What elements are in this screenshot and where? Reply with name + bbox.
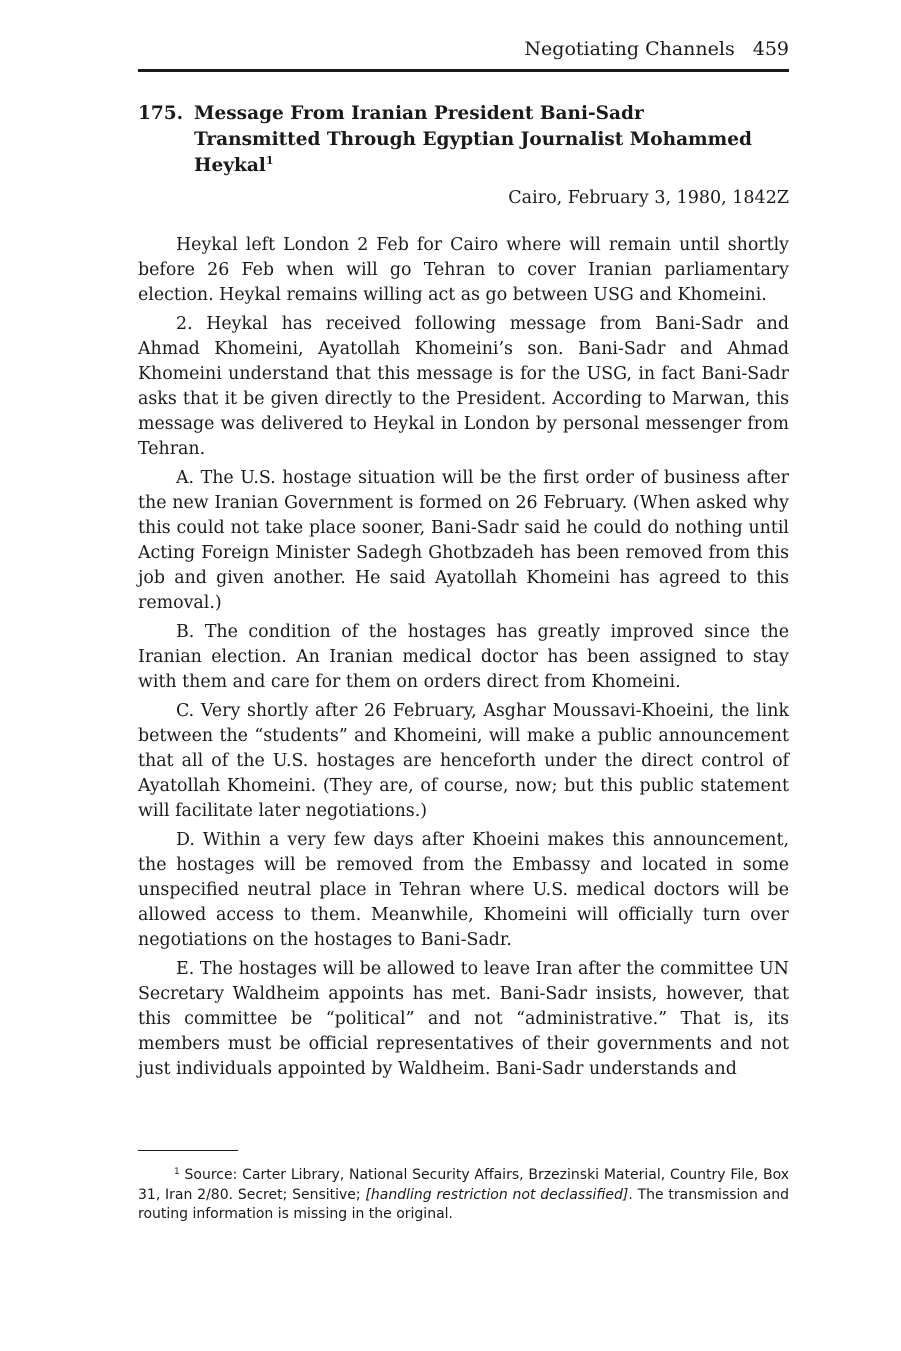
document-title-text: Message From Iranian President Bani-Sadr Transmitted Through Egyptian Journalist Mohammed Heykal (194, 103, 752, 176)
footnote (138, 1166, 789, 1225)
footnote-marker: 1 (174, 1167, 180, 1177)
paragraph-b: B. The condition of the hostages has greatly improved since the Iranian election. An Iranian medical doctor has been assigned to stay with them and care for them on orders direct from Khomeini. (138, 622, 789, 692)
running-head-title: Negotiating Channels (524, 38, 735, 60)
footnote-restriction: [handling restriction not declassified] (365, 1186, 629, 1203)
running-head (138, 38, 789, 60)
footnote-source: Source: Carter Library, National Security Affairs, Brzezinski Material, Country File, Box 31, Iran 2/80. Secret; Sensitive; (138, 1167, 790, 1203)
paragraph-c: C. Very shortly after 26 February, Asghar Moussavi-Khoeini, the link between the “students” and Khomeini, will make a public announcement that all of the U.S. hostages are henceforth under the direct control of Ayatollah Khomeini. (They are, of course, now; but this public statement will facilitate later negotiations.) (138, 701, 789, 821)
document-heading (138, 101, 758, 179)
paragraph-d: D. Within a very few days after Khoeini makes this announcement, the hostages will be removed from the Embassy and located in some unspecified neutral place in Tehran where U.S. medical doctors will be allowed access to them. Meanwhile, Khomeini will officially turn over negotiations on the hostages to Bani-Sadr. (138, 830, 789, 950)
header-rule (138, 69, 789, 72)
paragraph-2: 2. Heykal has received following message from Bani-Sadr and Ahmad Khomeini, Ayatollah Khomeini’s son. Bani-Sadr and Ahmad Khomeini understand that this message is for the USG, in fact Bani-Sadr asks that it be given directly to the President. According to Marwan, this message was delivered to Heykal in London by personal messenger from Tehran. (138, 314, 789, 459)
paragraph-intro: Heykal left London 2 Feb for Cairo where will remain until shortly before 26 Feb when will go Tehran to cover Iranian parliamentary election. Heykal remains willing act as go between USG and Khomeini. (138, 235, 789, 305)
footnote-rule (138, 1150, 238, 1151)
paragraph-a: A. The U.S. hostage situation will be the first order of business after the new Iranian Government is formed on 26 February. (When asked why this could not take place sooner, Bani-Sadr said he could do nothing until Acting Foreign Minister Sadegh Ghotbzadeh has been removed from this job and given another. He said Ayatollah Khomeini has agreed to this removal.) (138, 468, 789, 613)
paragraph-e: E. The hostages will be allowed to leave Iran after the committee UN Secretary Waldheim appoints has met. Bani-Sadr insists, however, that this committee be “political” and not “administrative.” That is, its members must be official representatives of their governments and not just individuals appointed by Waldheim. Bani-Sadr understands and (138, 959, 789, 1079)
dateline: Cairo, February 3, 1980, 1842Z (508, 188, 789, 208)
footnote-reference[interactable]: 1 (265, 154, 274, 167)
footnote-note: . The transmission and routing information is missing in the original. (138, 1186, 789, 1222)
footnote-text (138, 1166, 789, 1225)
page-number: 459 (752, 38, 789, 60)
message-body (138, 233, 789, 1086)
document-title (194, 101, 758, 179)
document-number: 175. (138, 103, 184, 124)
